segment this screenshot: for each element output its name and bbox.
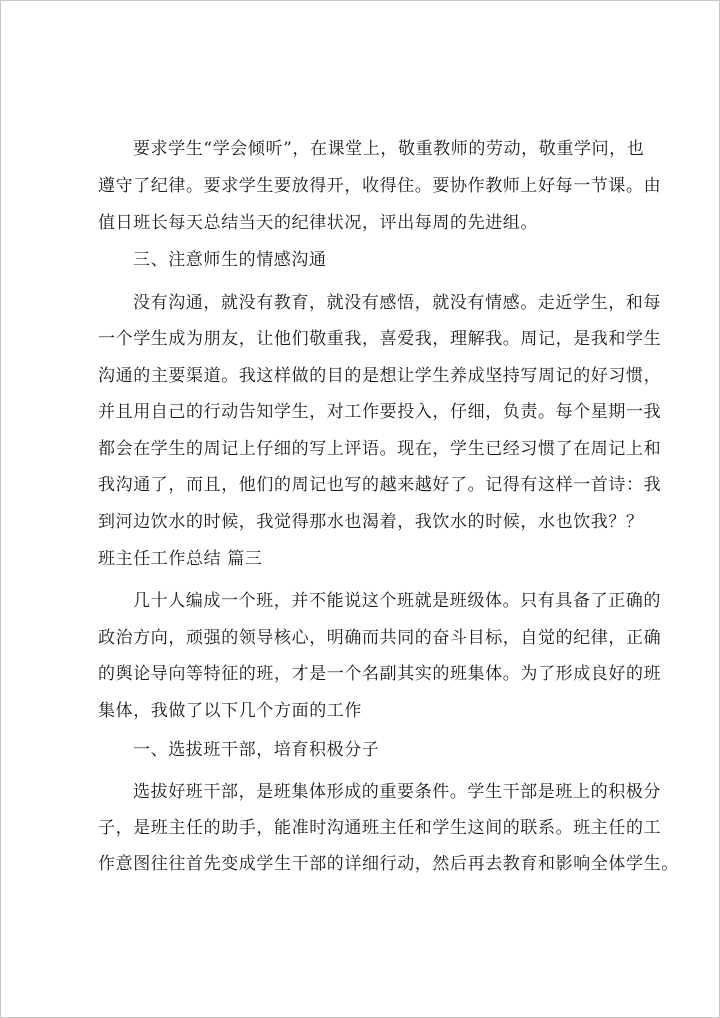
section-heading: 一、选拔班干部，培育积极分子	[133, 740, 380, 760]
text-line: 一个学生成为朋友，让他们敬重我，喜爱我，理解我。周记，是我和学生	[98, 329, 662, 349]
text-line: 选拔好班干部，是班集体形成的重要条件。学生干部是班上的积极分	[133, 782, 661, 802]
text-line: 的舆论导向等特征的班，才是一个名副其实的班集体。为了形成良好的班	[98, 664, 662, 684]
text-line: 政治方向，顽强的领导核心，明确而共同的奋斗目标，自觉的纪律，正确	[98, 628, 662, 648]
text-line: 并且用自己的行动告知学生，对工作要投入，仔细，负责。每个星期一我	[98, 402, 662, 422]
section-title: 班主任工作总结 篇三	[98, 549, 263, 569]
text-line: 集体，我做了以下几个方面的工作	[98, 701, 362, 721]
text-line: 我沟通了，而且，他们的周记也写的越来越好了。记得有这样一首诗：我	[98, 475, 662, 495]
text-line: 到河边饮水的时候，我觉得那水也渴着，我饮水的时候，水也饮我？？	[98, 512, 644, 532]
text-line: 几十人编成一个班，并不能说这个班就是班级体。只有具备了正确的	[133, 591, 661, 611]
text-line: 沟通的主要渠道。我这样做的目的是想让学生养成坚持写周记的好习惯，	[98, 366, 662, 386]
text-line: 遵守了纪律。要求学生要放得开，收得住。要协作教师上好每一节课。由	[98, 176, 662, 196]
text-line: 作意图往往首先变成学生干部的详细行动，然后再去教育和影响全体学生。	[98, 854, 679, 874]
section-heading: 三、注意师生的情感沟通	[133, 250, 327, 270]
text-line: 都会在学生的周记上仔细的写上评语。现在，学生已经习惯了在周记上和	[98, 439, 662, 459]
text-line: 没有沟通，就没有教育，就没有感悟，就没有情感。走近学生，和每	[133, 293, 661, 313]
text-line: 子，是班主任的助手，能准时沟通班主任和学生这间的联系。班主任的工	[98, 818, 662, 838]
text-line: 值日班长每天总结当天的纪律状况，评出每周的先进组。	[98, 213, 538, 233]
text-line: 要求学生“学会倾听”，在课堂上，敬重教师的劳动，敬重学问，也	[133, 139, 645, 159]
